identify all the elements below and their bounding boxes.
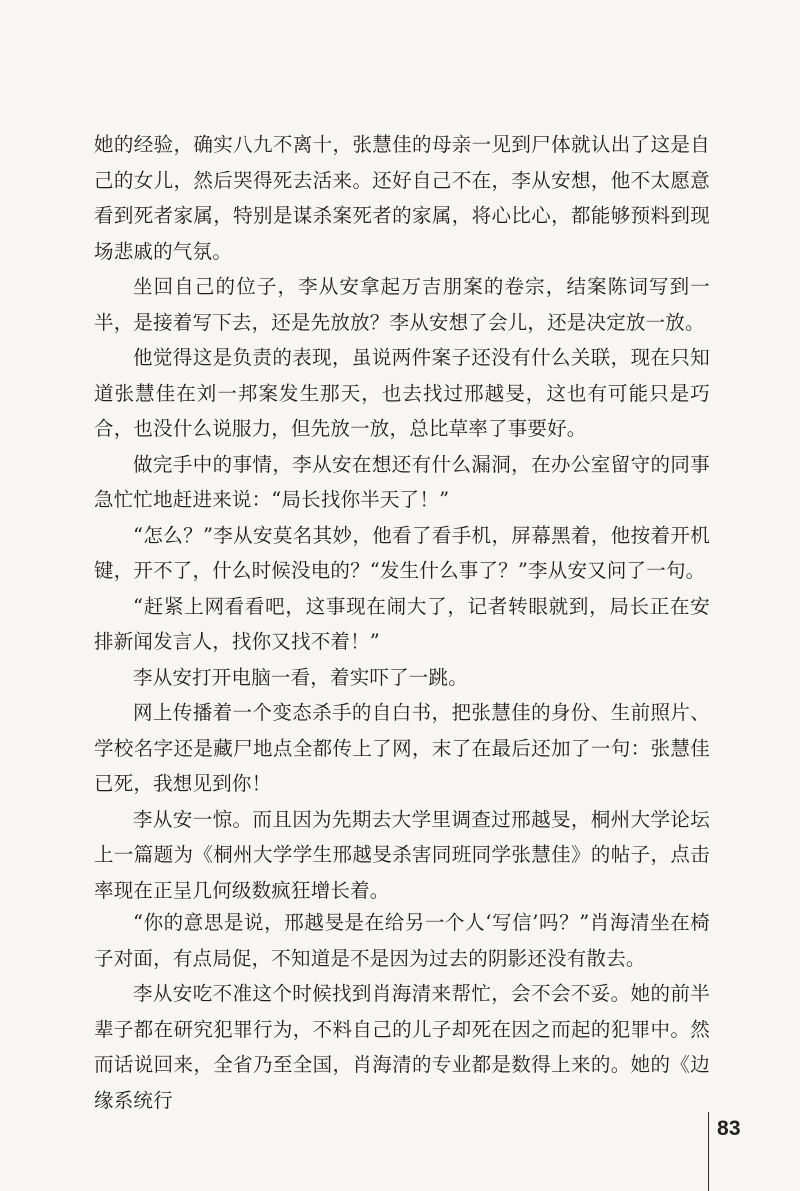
- paragraph-9: 李从安一惊。而且因为先期去大学里调查过邢越旻，桐州大学论坛上一篇题为《桐州大学学生邢越旻杀害同班同学张慧佳》的帖子，点击率现在正呈几何级数疯狂增长着。: [94, 807, 710, 902]
- paragraph-2: 坐回自己的位子，李从安拿起万吉朋案的卷宗，结案陈词写到一半，是接着写下去，还是先放放？李从安想了会儿，还是决定放一放。: [94, 275, 710, 334]
- text-section-2: [94, 905, 710, 1118]
- paragraph-8: 网上传播着一个变态杀手的自白书，把张慧佳的身份、生前照片、学校名字还是藏尸地点全都传上了网，末了在最后还加了一句：张慧佳已死，我想见到你！: [94, 701, 710, 795]
- paragraph-11: 李从安吃不准这个时候找到肖海清来帮忙，会不会不妥。她的前半辈子都在研究犯罪行为，不料自己的儿子却死在因之而起的犯罪中。然而话说回来，全省乃至全国，肖海清的专业都是数得上来的。她的《边缘系统行: [94, 982, 710, 1112]
- paragraph-10: “你的意思是说，邢越旻是在给另一个人‘写信’吗？”肖海清坐在椅子对面，有点局促，不知道是不是因为过去的阴影还没有散去。: [94, 911, 710, 970]
- footer-divider: [708, 1112, 709, 1191]
- paragraph-3: 他觉得这是负责的表现，虽说两件案子还没有什么关联，现在只知道张慧佳在刘一邦案发生那天，也去找过邢越旻，这也有可能只是巧合，也没什么说服力，但先放一放，总比草率了事要好。: [94, 346, 710, 440]
- paragraph-4: 做完手中的事情，李从安在想还有什么漏洞，在办公室留守的同事急忙忙地赶进来说：“局长找你半天了！”: [94, 452, 710, 511]
- paragraph-7: 李从安打开电脑一看，着实吓了一跳。: [133, 665, 468, 689]
- paragraph-1: 她的经验，确实八九不离十，张慧佳的母亲一见到尸体就认出了这是自己的女儿，然后哭得死去活来。还好自己不在，李从安想，他不太愿意看到死者家属，特别是谋杀案死者的家属，将心比心，都能够预料到现场悲戚的气氛。: [94, 133, 710, 263]
- text-section-1: [94, 127, 710, 908]
- paragraph-5: “怎么？”李从安莫名其妙，他看了看手机，屏幕黑着，他按着开机键，开不了，什么时候没电的？“发生什么事了？”李从安又问了一句。: [94, 523, 710, 582]
- page-number: 83: [717, 1117, 741, 1140]
- paragraph-6: “赶紧上网看看吧，这事现在闹大了，记者转眼就到，局长正在安排新闻发言人，找你又找不着！”: [94, 594, 710, 653]
